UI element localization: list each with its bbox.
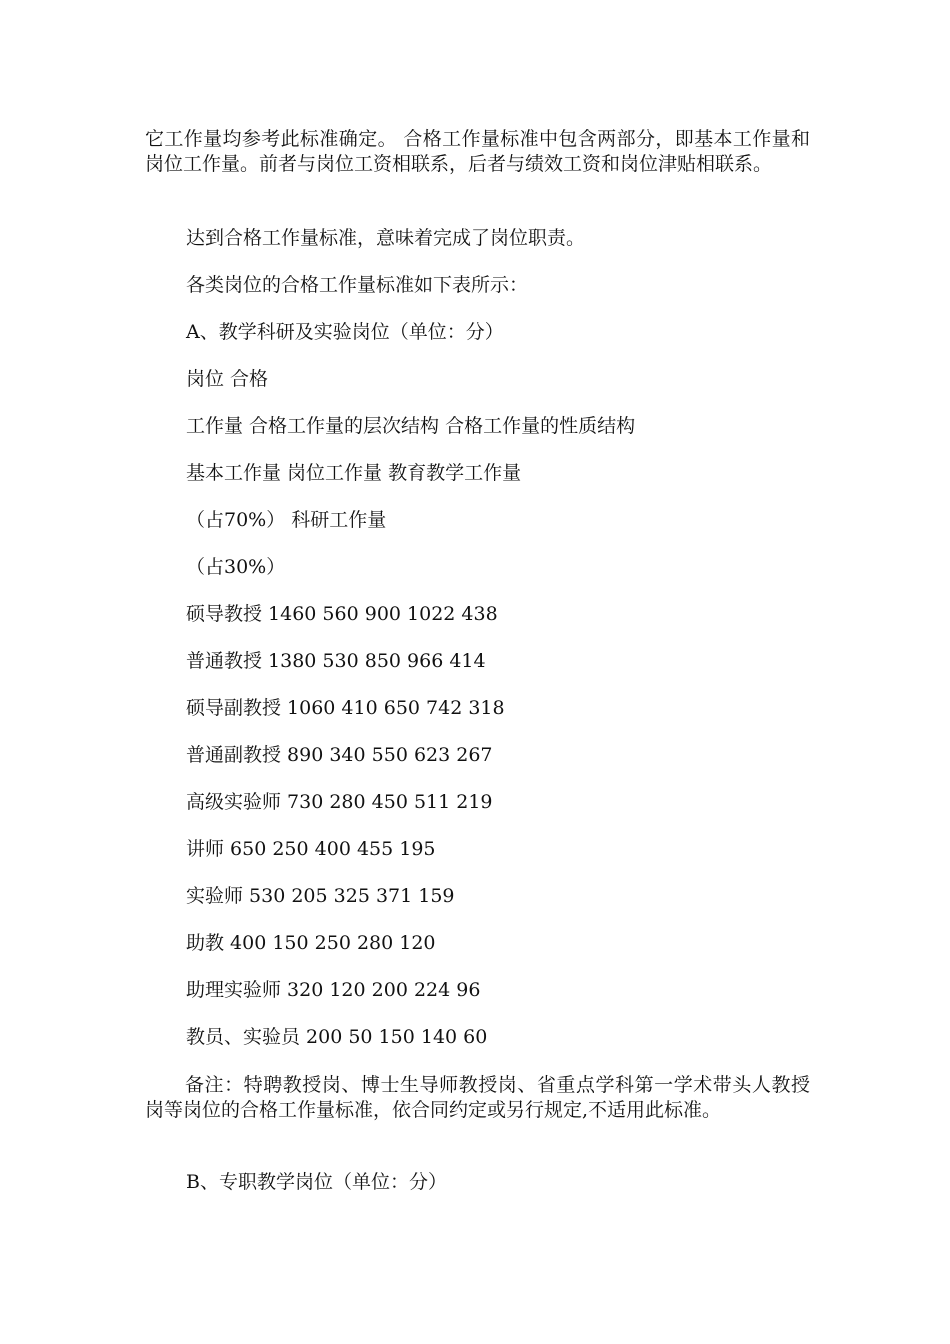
table-row: 教员、实验员 200 50 150 140 60 [186, 1026, 488, 1048]
section-a-title: A、教学科研及实验岗位（单位：分） [186, 321, 504, 343]
intro-paragraph: 它工作量均参考此标准确定。 合格工作量标准中包含两部分，即基本工作量和岗位工作量。前者与岗位工资相联系，后者与绩效工资和岗位津贴相联系。 [145, 128, 810, 175]
table-row: 实验师 530 205 325 371 159 [186, 885, 455, 907]
table-header-line: 岗位 合格 [186, 368, 269, 390]
table-row: 助教 400 150 250 280 120 [186, 932, 436, 954]
note-paragraph: 备注：特聘教授岗、博士生导师教授岗、省重点学科第一学术带头人教授岗等岗位的合格工作量标准，依合同约定或另行规定,不适用此标准。 [145, 1074, 810, 1121]
table-row: 高级实验师 730 280 450 511 219 [186, 791, 493, 813]
table-row: 硕导教授 1460 560 900 1022 438 [186, 603, 498, 625]
section-b-title: B、专职教学岗位（单位：分） [186, 1171, 447, 1193]
table-intro-paragraph: 各类岗位的合格工作量标准如下表所示： [186, 274, 529, 296]
meaning-paragraph: 达到合格工作量标准，意味着完成了岗位职责。 [186, 227, 586, 249]
table-row: 讲师 650 250 400 455 195 [186, 838, 436, 860]
table-row: 硕导副教授 1060 410 650 742 318 [186, 697, 505, 719]
table-header-line: 基本工作量 岗位工作量 教育教学工作量 [186, 462, 522, 484]
table-header-line: 工作量 合格工作量的层次结构 合格工作量的性质结构 [186, 415, 636, 437]
table-header-line: （占70%） 科研工作量 [186, 509, 387, 531]
table-row: 助理实验师 320 120 200 224 96 [186, 979, 481, 1001]
table-row: 普通教授 1380 530 850 966 414 [186, 650, 486, 672]
table-row: 普通副教授 890 340 550 623 267 [186, 744, 493, 766]
table-header-line: （占30%） [186, 556, 286, 578]
